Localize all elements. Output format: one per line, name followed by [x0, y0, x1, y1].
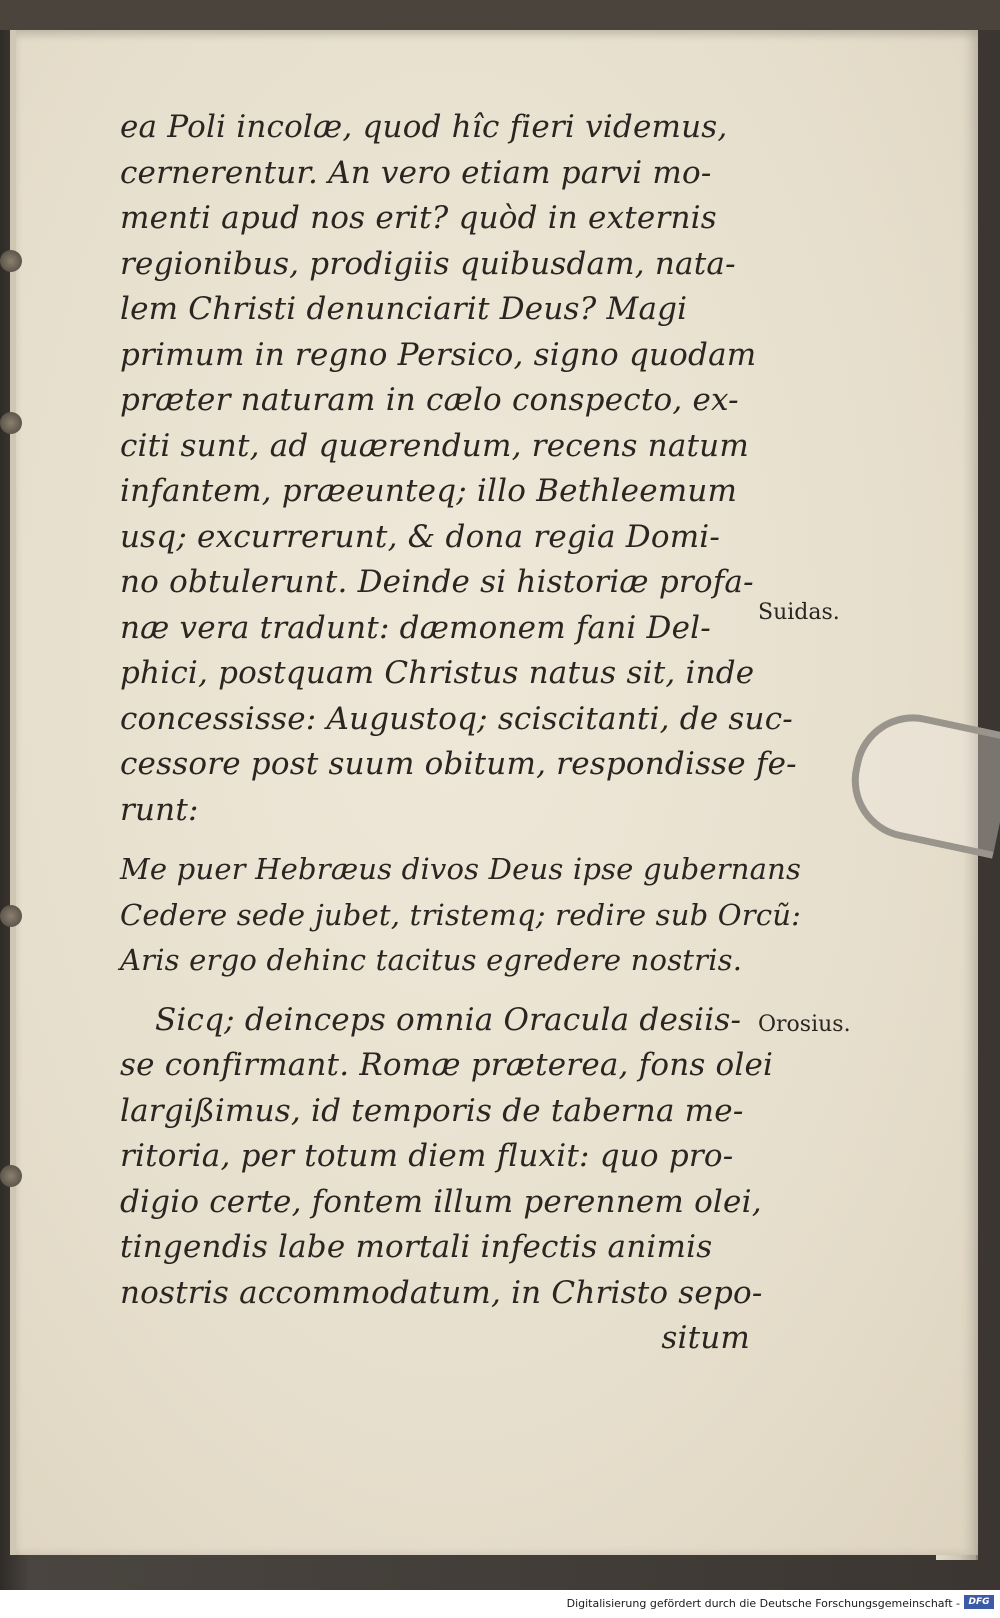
binding-stitch — [0, 412, 22, 434]
binding-stitch — [0, 250, 22, 272]
text-line: primum in regno Persico, signo quodam — [120, 336, 757, 373]
dfg-logo-icon: DFG — [964, 1595, 994, 1609]
text-line: cessore post suum obitum, respondisse fe- — [120, 746, 797, 782]
text-line: næ vera tradunt: dæmonem fani Del- — [120, 609, 711, 646]
verse-line: Me puer Hebræus divos Deus ipse gubernans — [120, 852, 802, 886]
text-line: nostris accommodatum, in Christo sepo- — [120, 1274, 763, 1311]
text-line: infantem, præeunteq; illo Bethleemum — [120, 473, 738, 509]
text-line: no obtulerunt. Deinde si historiæ profa- — [120, 564, 754, 600]
text-line: se confirmant. Romæ præterea, fons olei — [120, 1047, 774, 1083]
verse-line: Aris ergo dehinc tacitus egredere nostris. — [120, 943, 743, 977]
verse-line: Cedere sede jubet, tristemq; redire sub Orcũ: — [120, 897, 802, 932]
text-line: digio certe, fontem illum perennem olei, — [120, 1183, 762, 1220]
marginal-note-orosius: Orosius. — [758, 1012, 851, 1037]
text-line: largißimus, id temporis de taberna me- — [120, 1092, 744, 1129]
text-line: concessisse: Augustoq; sciscitanti, de suc- — [120, 700, 793, 737]
text-line: cernerentur. An vero etiam parvi mo- — [120, 154, 712, 191]
text-line: runt: — [120, 791, 199, 828]
footer-credit: Digitalisierung gefördert durch die Deutsche Forschungsgemeinschaft - — [566, 1597, 960, 1610]
text-line: usq; excurrerunt, & dona regia Domi- — [120, 518, 721, 555]
text-line: lem Christi denunciarit Deus? Magi — [120, 291, 688, 327]
text-line: tingendis labe mortali infectis animis — [120, 1229, 713, 1265]
catchword: situm — [661, 1320, 750, 1356]
text-line: menti apud nos erit? quòd in externis — [120, 200, 717, 236]
text-line: citi sunt, ad quærendum, recens natum — [120, 427, 749, 464]
text-line: præter naturam in cælo conspecto, ex- — [120, 382, 739, 418]
binding-stitch — [0, 905, 22, 927]
scan-top-border — [0, 0, 1000, 30]
marginal-note-suidas: Suidas. — [758, 600, 840, 625]
binding-stitch — [0, 1165, 22, 1187]
text-line: phici, postquam Christus natus sit, inde — [120, 655, 755, 691]
footer-bar — [0, 1590, 1000, 1618]
text-line: regionibus, prodigiis quibusdam, nata- — [120, 245, 736, 282]
text-line: ritoria, per totum diem fluxit: quo pro- — [120, 1138, 734, 1174]
text-line: Sicq; deinceps omnia Oracula desiis- — [155, 1001, 742, 1038]
verse-quotation — [120, 847, 802, 984]
text-line: ea Poli incolæ, quod hîc fieri videmus, — [120, 109, 728, 145]
